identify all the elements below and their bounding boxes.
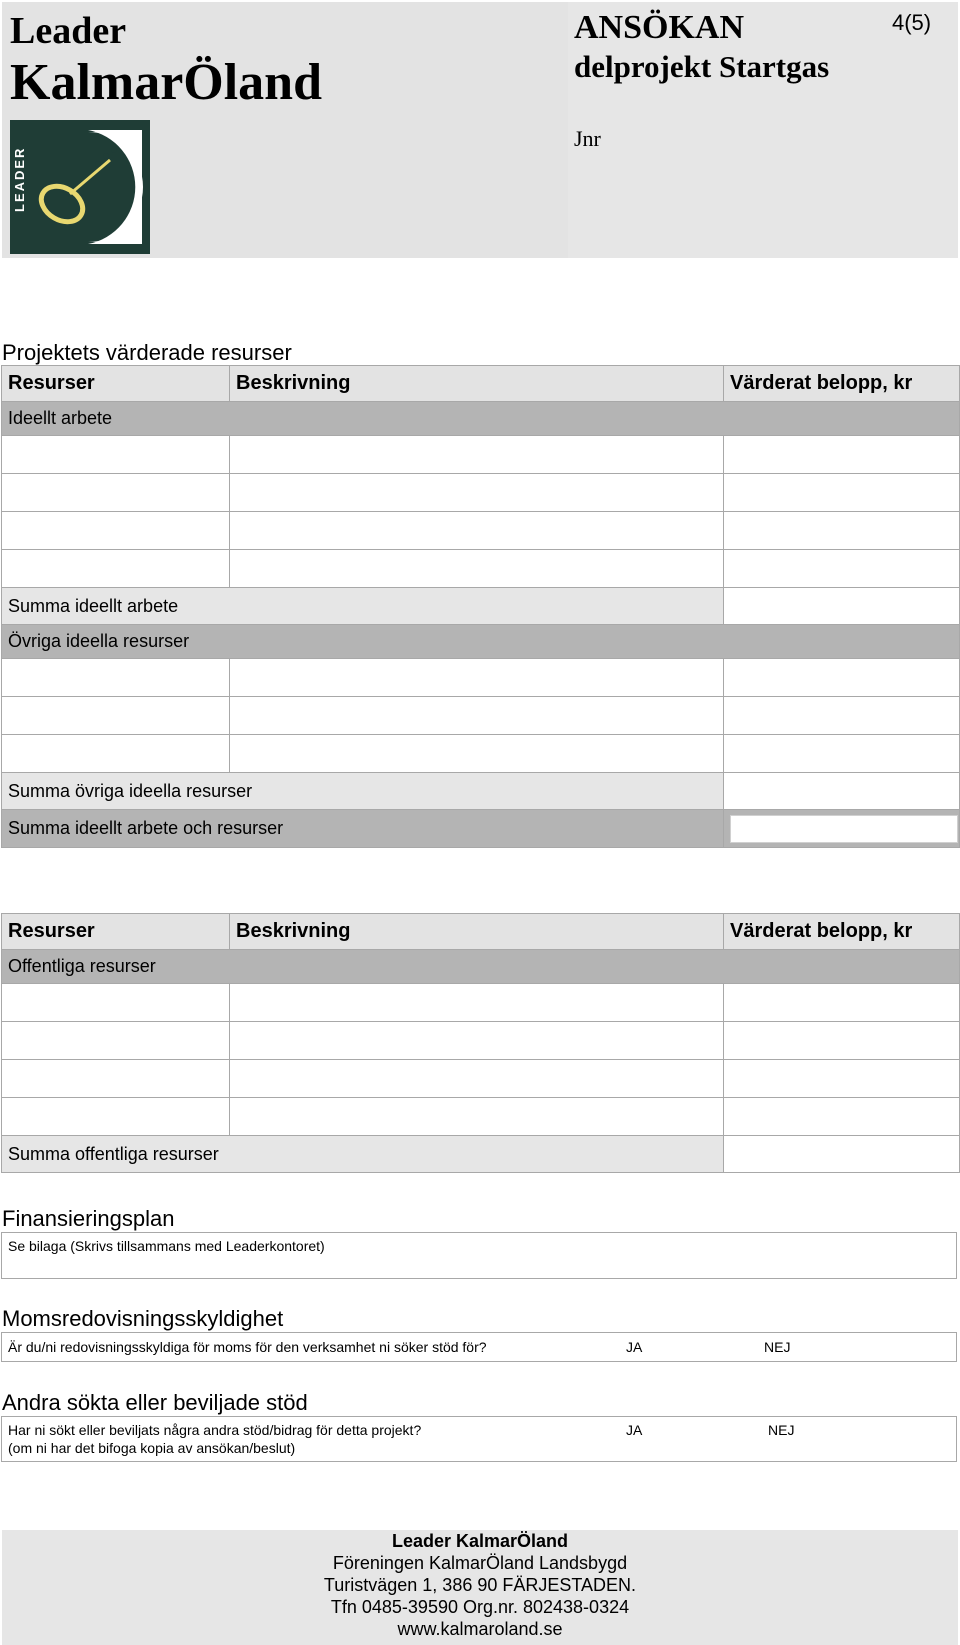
section-title-vat: Momsredovisningsskyldighet xyxy=(2,1306,284,1331)
footer-website[interactable]: www.kalmaroland.se xyxy=(397,1619,563,1639)
sum-public-label: Summa offentliga resurser xyxy=(2,1136,724,1173)
description-cell[interactable] xyxy=(230,474,724,512)
amount-cell[interactable] xyxy=(724,697,960,735)
resource-cell[interactable] xyxy=(2,1098,230,1136)
table-row xyxy=(2,436,960,474)
section-title-resources: Projektets värderade resurser xyxy=(2,340,292,365)
sum-row xyxy=(2,773,960,810)
table-row xyxy=(2,1060,960,1098)
description-cell[interactable] xyxy=(230,735,724,773)
section-title-financing: Finansieringsplan xyxy=(2,1206,175,1231)
description-cell[interactable] xyxy=(230,984,724,1022)
financing-text: Se bilaga (Skrivs tillsammans med Leaderkontoret) xyxy=(8,1238,325,1254)
section-title-other-support: Andra sökta eller beviljade stöd xyxy=(2,1390,308,1415)
public-resources-table xyxy=(1,913,960,1173)
footer-org-name: Leader KalmarÖland xyxy=(391,1531,569,1551)
table-row xyxy=(2,659,960,697)
amount-cell[interactable] xyxy=(724,659,960,697)
column-header-resources: Resurser xyxy=(2,366,230,402)
description-cell[interactable] xyxy=(230,436,724,474)
other-support-question: Har ni sökt eller beviljats några andra stöd/bidrag för detta projekt? xyxy=(8,1422,422,1438)
group-row-other-voluntary: Övriga ideella resurser xyxy=(2,625,960,659)
vat-question: Är du/ni redovisningsskyldiga för moms för den verksamhet ni söker stöd för? xyxy=(8,1339,487,1355)
other-support-box xyxy=(1,1416,957,1462)
other-support-no-option[interactable]: NEJ xyxy=(768,1422,795,1438)
sum-row xyxy=(2,588,960,625)
logo-vertical-text xyxy=(12,192,27,212)
leader-logo xyxy=(10,120,150,254)
description-cell[interactable] xyxy=(230,550,724,588)
org-name-line1: Leader xyxy=(10,10,127,52)
amount-cell[interactable] xyxy=(724,1098,960,1136)
resource-cell[interactable] xyxy=(2,1022,230,1060)
page-footer xyxy=(2,1530,958,1645)
sum-other-voluntary-label: Summa övriga ideella resurser xyxy=(2,773,724,810)
description-cell[interactable] xyxy=(230,1098,724,1136)
description-cell[interactable] xyxy=(230,697,724,735)
total-voluntary-amount[interactable] xyxy=(724,810,960,848)
page-number: 4(5) xyxy=(892,10,932,35)
table-header-row xyxy=(2,914,960,950)
footer-association: Föreningen KalmarÖland Landsbygd xyxy=(332,1553,628,1573)
resource-cell[interactable] xyxy=(2,512,230,550)
amount-cell[interactable] xyxy=(724,512,960,550)
form-subtitle: delprojekt Startgas xyxy=(574,49,830,84)
org-name-line2: KalmarÖland xyxy=(10,54,323,111)
amount-cell[interactable] xyxy=(724,1060,960,1098)
table-row xyxy=(2,697,960,735)
total-voluntary-label: Summa ideellt arbete och resurser xyxy=(2,810,724,848)
footer-address: Turistvägen 1, 386 90 FÄRJESTADEN. xyxy=(323,1575,637,1595)
group-row-public-resources: Offentliga resurser xyxy=(2,950,960,984)
amount-cell[interactable] xyxy=(724,436,960,474)
total-row xyxy=(2,810,960,848)
resource-cell[interactable] xyxy=(2,659,230,697)
description-cell[interactable] xyxy=(230,1060,724,1098)
other-support-note: (om ni har det bifoga kopia av ansökan/beslut) xyxy=(8,1440,296,1456)
sum-other-voluntary-amount[interactable] xyxy=(724,773,960,810)
table-row xyxy=(2,550,960,588)
voluntary-resources-table xyxy=(1,365,960,848)
vat-yes-option[interactable]: JA xyxy=(626,1339,643,1355)
financing-box[interactable] xyxy=(1,1232,957,1279)
resource-cell[interactable] xyxy=(2,550,230,588)
description-cell[interactable] xyxy=(230,1022,724,1060)
amount-cell[interactable] xyxy=(724,1022,960,1060)
footer-phone: Tfn 0485-39590 Org.nr. 802438-0324 xyxy=(330,1597,630,1617)
table-row xyxy=(2,735,960,773)
form-title: ANSÖKAN xyxy=(574,9,745,46)
column-header-description: Beskrivning xyxy=(230,914,724,950)
table-row xyxy=(2,984,960,1022)
table-row xyxy=(2,1022,960,1060)
table-row xyxy=(2,474,960,512)
amount-cell[interactable] xyxy=(724,474,960,512)
amount-cell[interactable] xyxy=(724,984,960,1022)
resource-cell[interactable] xyxy=(2,474,230,512)
table-header-row xyxy=(2,366,960,402)
header-left-panel xyxy=(2,2,568,258)
description-cell[interactable] xyxy=(230,512,724,550)
sum-voluntary-work-label: Summa ideellt arbete xyxy=(2,588,724,625)
column-header-amount: Värderat belopp, kr xyxy=(724,366,960,402)
resource-cell[interactable] xyxy=(2,984,230,1022)
column-header-description: Beskrivning xyxy=(230,366,724,402)
vat-no-option[interactable]: NEJ xyxy=(764,1339,791,1355)
resource-cell[interactable] xyxy=(2,1060,230,1098)
amount-cell[interactable] xyxy=(724,550,960,588)
sum-public-amount[interactable] xyxy=(724,1136,960,1173)
resource-cell[interactable] xyxy=(2,697,230,735)
resource-cell[interactable] xyxy=(2,735,230,773)
table-row xyxy=(2,1098,960,1136)
sum-row xyxy=(2,1136,960,1173)
description-cell[interactable] xyxy=(230,659,724,697)
resource-cell[interactable] xyxy=(2,436,230,474)
other-support-yes-option[interactable]: JA xyxy=(626,1422,643,1438)
sum-voluntary-work-amount[interactable] xyxy=(724,588,960,625)
group-row-voluntary-work: Ideellt arbete xyxy=(2,402,960,436)
journal-number-label: Jnr xyxy=(574,126,601,151)
page-header xyxy=(2,2,958,258)
table-row xyxy=(2,512,960,550)
amount-cell[interactable] xyxy=(724,735,960,773)
vat-box xyxy=(1,1332,957,1362)
column-header-resources: Resurser xyxy=(2,914,230,950)
column-header-amount: Värderat belopp, kr xyxy=(724,914,960,950)
